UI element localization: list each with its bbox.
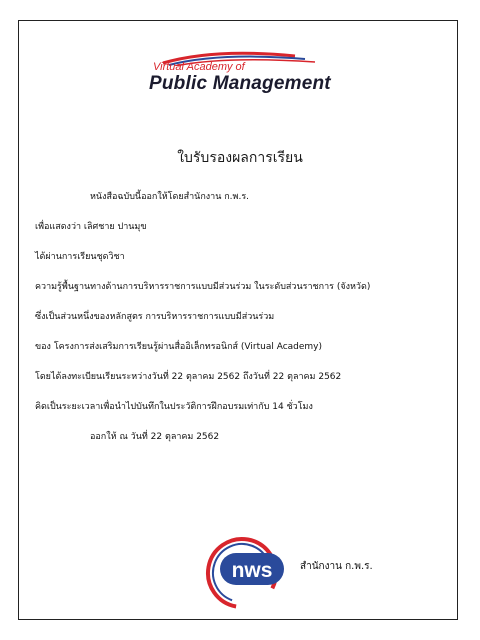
issuer-line: หนังสือฉบับนี้ออกให้โดยสำนักงาน ก.พ.ร. [90, 192, 250, 202]
issue-date-line: ออกให้ ณ วันที่ 22 ตุลาคม 2562 [90, 432, 220, 442]
virtual-academy-logo [145, 50, 345, 118]
opdc-logo [200, 533, 290, 613]
program-line: ซึ่งเป็นส่วนหนึ่งของหลักสูตร การบริหารราชการแบบมีส่วนร่วม [35, 312, 275, 322]
recipient-line: เพื่อแสดงว่า เลิศชาย ปานมุข [35, 222, 147, 232]
project-line: ของ โครงการส่งเสริมการเรียนรู้ผ่านสื่ออิเล็กทรอนิกส์ (Virtual Academy) [35, 342, 323, 352]
registration-period-line: โดยได้ลงทะเบียนเรียนระหว่างวันที่ 22 ตุลาคม 2562 ถึงวันที่ 22 ตุลาคม 2562 [35, 372, 342, 382]
logo-subtitle: Virtual Academy of [153, 61, 245, 73]
signature-office: สำนักงาน ก.พ.ร. [300, 561, 373, 572]
course-name-line: ความรู้พื้นฐานทางด้านการบริหารราชการแบบมีส่วนร่วม ในระดับส่วนราชการ (จังหวัด) [35, 282, 371, 292]
certificate-title: ใบรับรองผลการเรียน [177, 150, 303, 166]
training-hours-line: คิดเป็นระยะเวลาเพื่อนำไปบันทึกในประวัติการฝึกอบรมเท่ากับ 14 ชั่วโมง [35, 402, 313, 412]
course-intro-line: ได้ผ่านการเรียนชุดวิชา [35, 252, 125, 262]
opdc-logo-text: nws [231, 559, 273, 582]
logo-title: Public Management [149, 73, 331, 94]
